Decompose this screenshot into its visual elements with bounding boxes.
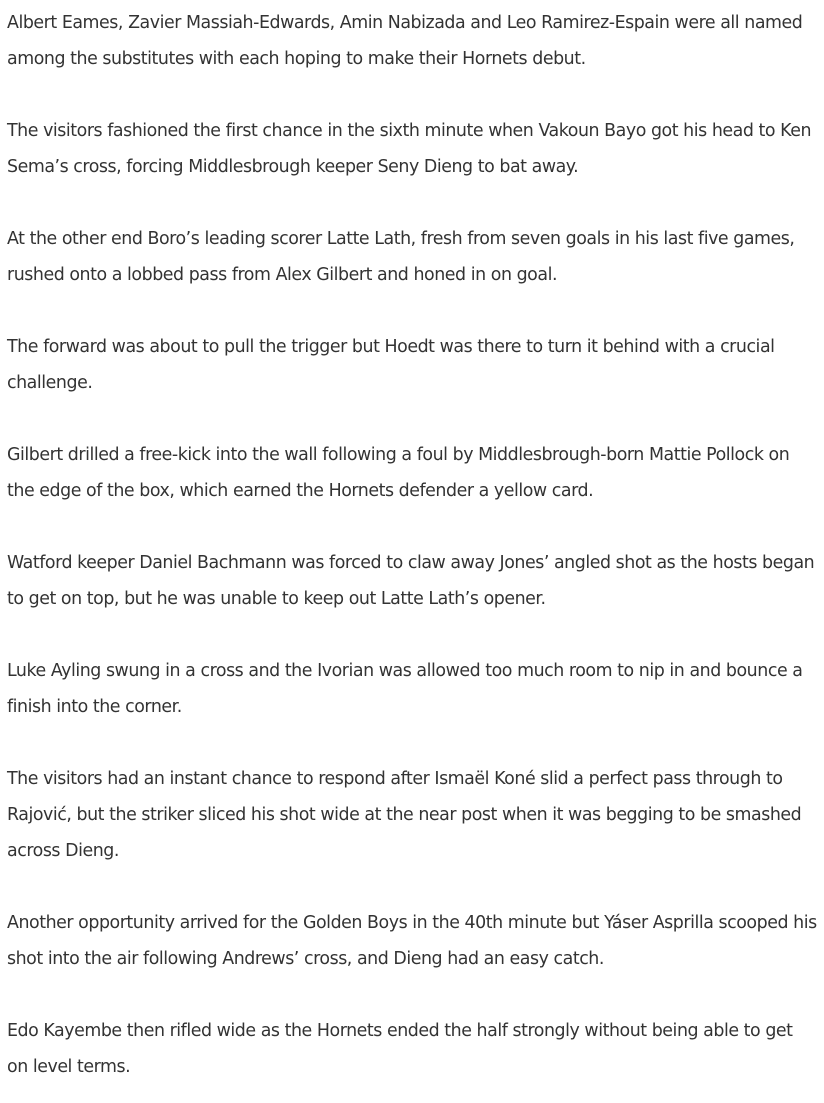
article-paragraph: Gilbert drilled a free-kick into the wall following a foul by Middlesbrough-born Mattie Pollock on the edge of the box, which earned the Hornets defender a yellow card. [7,445,790,501]
article-paragraph: Edo Kayembe then rifled wide as the Hornets ended the half strongly without being able to get on level terms. [7,1021,793,1077]
article-paragraph: Another opportunity arrived for the Golden Boys in the 40th minute but Yáser Asprilla scooped his shot into the air following Andrews’ cross, and Dieng had an easy catch. [7,913,817,969]
article-paragraph: The visitors had an instant chance to respond after Ismaël Koné slid a perfect pass through to Rajović, but the striker sliced his shot wide at the near post when it was begging to be smashed across Dieng. [7,769,802,861]
article-paragraph: Watford keeper Daniel Bachmann was forced to claw away Jones’ angled shot as the hosts began to get on top, but he was unable to keep out Latte Lath’s opener. [7,553,815,609]
article-paragraph: Albert Eames, Zavier Massiah-Edwards, Amin Nabizada and Leo Ramirez-Espain were all named among the substitutes with each hoping to make their Hornets debut. [7,13,803,69]
article-paragraph: At the other end Boro’s leading scorer Latte Lath, fresh from seven goals in his last five games, rushed onto a lobbed pass from Alex Gilbert and honed in on goal. [7,229,795,285]
article-paragraph: The forward was about to pull the trigger but Hoedt was there to turn it behind with a crucial challenge. [7,337,775,393]
article-body [0,5,817,1085]
article-paragraph: The visitors fashioned the first chance in the sixth minute when Vakoun Bayo got his head to Ken Sema’s cross, forcing Middlesbrough keeper Seny Dieng to bat away. [7,121,812,177]
article-paragraph: Luke Ayling swung in a cross and the Ivorian was allowed too much room to nip in and bounce a finish into the corner. [7,661,803,717]
